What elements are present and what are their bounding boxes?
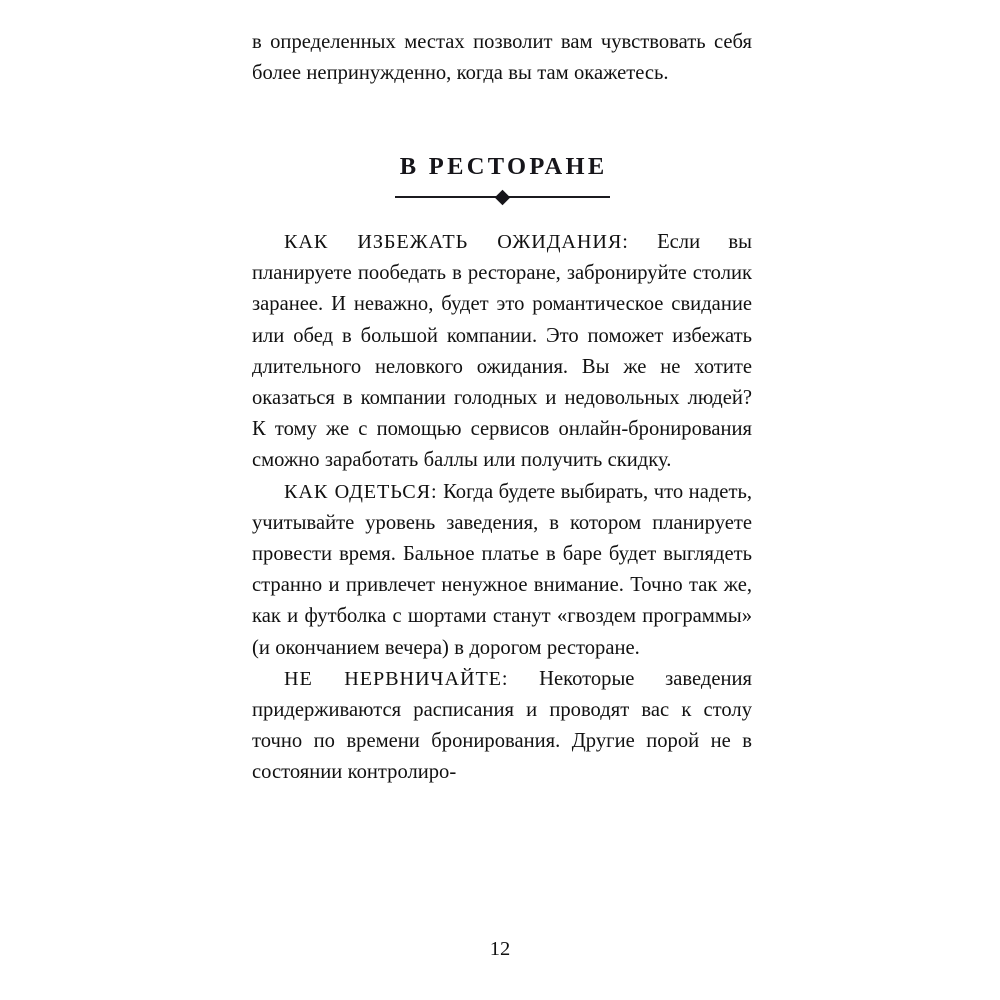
paragraph-dont-be-nervous: [252, 664, 752, 789]
paragraph-how-to-dress: [252, 477, 752, 664]
runin-head-dont-be-nervous: НЕ НЕРВНИЧАЙТЕ:: [284, 667, 509, 690]
continuation-text-column: [252, 27, 752, 89]
diamond-rule-divider-icon: [395, 189, 610, 205]
paragraph-body-dont-be-nervous: Некоторые заведения придерживаются расписания и проводят вас к столу точно по времени бронирования. Другие порой не в состоянии контролиро-: [252, 667, 753, 784]
page-number: 12: [489, 938, 511, 960]
runin-head-how-to-dress: КАК ОДЕТЬСЯ:: [284, 480, 438, 503]
section-title: В РЕСТОРАНЕ: [399, 153, 608, 180]
paragraph-body-avoid-waiting: Если вы планируете пообедать в ресторане, забронируйте столик заранее. И неважно, будет это романтическое свидание или обед в большой компании. Это поможет избежать длительного неловкого ожидания. Вы же не хотите оказаться в компании голодных и недовольных людей? К тому же с помощью сервисов онлайн-бронирования сможно заработать баллы или получить скидку.: [252, 231, 752, 472]
section-heading-group: [252, 152, 752, 205]
diamond-icon: [494, 189, 510, 205]
runin-head-avoid-waiting: КАК ИЗБЕЖАТЬ ОЖИДАНИЯ:: [284, 231, 629, 253]
paragraph-body-how-to-dress: Когда будете выбирать, что надеть, учитывайте уровень заведения, в котором планируете провести время. Бальное платье в баре будет выглядеть странно и привлечет ненужное внимание. Точно так же, как и футболка с шортами станут «гвоздем программы» (и окончанием вечера) в дорогом ресторане.: [252, 480, 752, 659]
continuation-paragraph: в определенных местах позволит вам чувствовать себя более непринужденно, когда вы там окажетесь.: [252, 31, 752, 85]
body-text-column: [252, 227, 752, 789]
paragraph-avoid-waiting: [252, 227, 752, 477]
